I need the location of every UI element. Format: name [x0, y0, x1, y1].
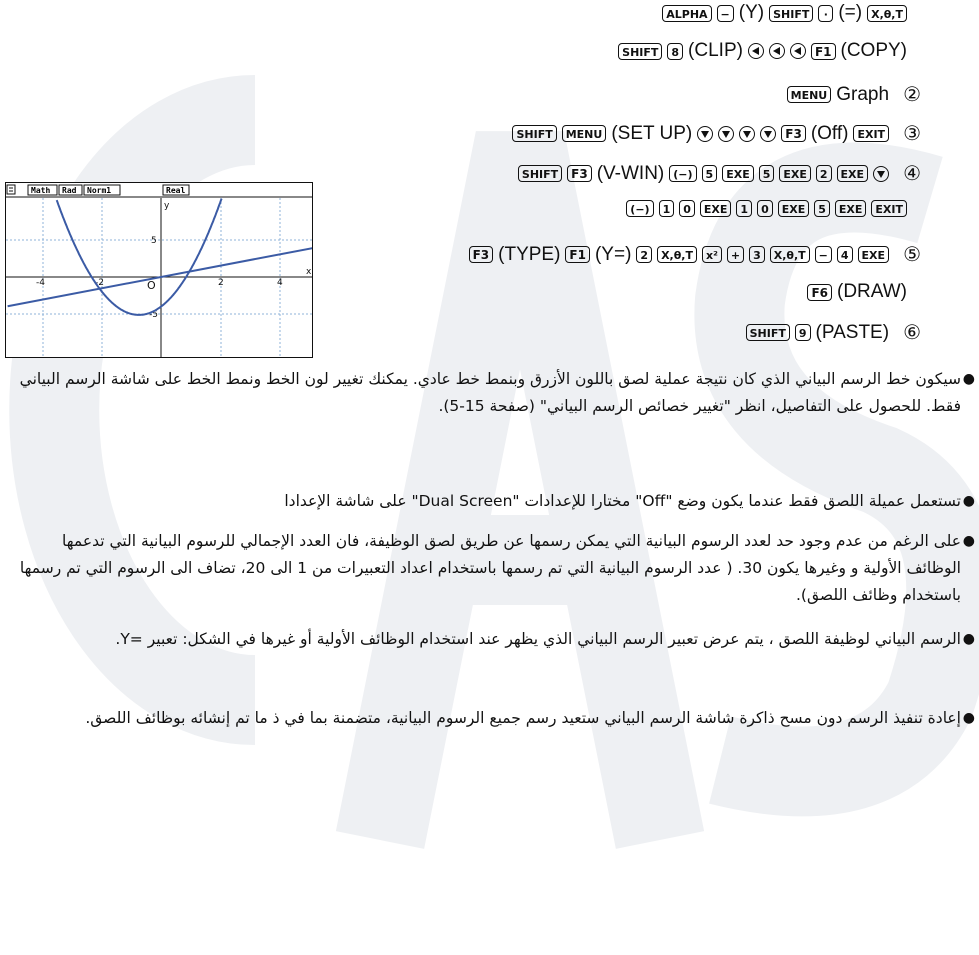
keystroke-line-2	[613, 40, 907, 62]
down-arrow-icon	[760, 126, 776, 142]
note-text: الرسم البياني لوظيفة اللصق ، يتم عرض تعبير الرسم البياني الذي يظهر عند استخدام الوظائف الأولية أو غيرها في الشكل: تعبير =Y.	[115, 630, 961, 648]
key-5: 5	[814, 200, 830, 217]
key-0: 0	[757, 200, 773, 217]
key-xthetat: X,θ,T	[867, 5, 907, 22]
op-vwin: (V-WIN)	[596, 162, 665, 184]
key-1: 1	[736, 200, 752, 217]
key-5: 5	[759, 165, 775, 182]
graph-plot	[6, 183, 312, 357]
key-f6: F6	[807, 284, 832, 301]
key-exit: EXIT	[871, 200, 907, 217]
key-exe: EXE	[837, 165, 869, 182]
battery-icon	[7, 185, 15, 194]
keystroke-line-9	[741, 320, 921, 345]
key-xthetat: X,θ,T	[770, 246, 810, 263]
status-bar	[6, 185, 312, 197]
key-exe: EXE	[779, 165, 811, 182]
key-dot: ·	[818, 5, 833, 22]
note-text: سيكون خط الرسم البياني الذي كان نتيجة عملية لصق باللون الأزرق وبنمط خط عادي. يمكنك تغيير لون الخط ونمط الخط على شاشة الرسم البياني فقط. للحصول على التفاصيل، انظر "تغيير خصائص الرسم البياني" (صفحة 15-5).	[19, 370, 961, 415]
keystroke-line-7	[464, 242, 921, 267]
key-exit: EXIT	[853, 125, 889, 142]
key-f3: F3	[781, 125, 806, 142]
key-f1: F1	[811, 43, 836, 60]
key-xthetat: X,θ,T	[657, 246, 697, 263]
key-menu: MENU	[562, 125, 607, 142]
down-arrow-icon	[718, 126, 734, 142]
key-negative: (−)	[669, 165, 696, 182]
status-math: Math	[31, 186, 51, 195]
step-number: ④	[903, 163, 921, 185]
op-draw: (DRAW)	[837, 281, 907, 302]
axis-labels	[36, 201, 312, 320]
key-plus: +	[727, 246, 744, 263]
key-exe: EXE	[835, 200, 867, 217]
key-3: 3	[749, 246, 765, 263]
note-4	[11, 626, 975, 653]
down-arrow-icon	[697, 126, 713, 142]
keystroke-line-6	[621, 200, 907, 217]
note-2	[11, 488, 975, 515]
left-arrow-icon	[769, 43, 785, 59]
key-9: 9	[795, 324, 811, 341]
parabola-curve	[57, 199, 222, 315]
step-number: ⑤	[903, 244, 921, 266]
key-shift: SHIFT	[769, 5, 813, 22]
key-exe: EXE	[722, 165, 754, 182]
bullet-icon: ●	[962, 493, 975, 509]
y-axis-label: y	[164, 201, 170, 211]
tick-label: 5	[151, 236, 157, 246]
key-exe: EXE	[858, 246, 890, 263]
step-number: ③	[903, 123, 921, 145]
tick-label: 2	[218, 278, 224, 288]
tick-label: -2	[95, 278, 104, 288]
keystroke-line-8	[802, 281, 907, 303]
status-real: Real	[166, 186, 186, 195]
op-paste: (PASTE)	[815, 321, 890, 343]
x-axis-label: x	[306, 267, 312, 277]
keystroke-line-3	[782, 82, 921, 107]
tick-label: -5	[149, 310, 158, 320]
key-exe: EXE	[778, 200, 810, 217]
down-arrow-icon	[739, 126, 755, 142]
key-negative: (−)	[626, 200, 653, 217]
key-shift: SHIFT	[618, 43, 662, 60]
op-setup: (SET UP)	[611, 122, 693, 144]
keystroke-line-4	[507, 121, 921, 146]
keystroke-line-1	[657, 2, 907, 24]
tick-label: 4	[277, 278, 283, 288]
key-8: 8	[667, 43, 683, 60]
note-text: تستعمل عميلة اللصق فقط عندما يكون وضع "Off" مختارا للإعدادات "Dual Screen" على شاشة الإعدادا	[284, 492, 961, 510]
op-type: (TYPE)	[498, 243, 561, 265]
left-arrow-icon	[748, 43, 764, 59]
key-4: 4	[837, 246, 853, 263]
key-5: 5	[702, 165, 718, 182]
tick-label: -4	[36, 278, 45, 288]
op-y: (Y)	[738, 2, 765, 23]
op-off: (Off)	[810, 122, 849, 144]
step-number: ⑥	[903, 322, 921, 344]
step-number: ②	[903, 84, 921, 106]
key-alpha: ALPHA	[662, 5, 711, 22]
note-1	[11, 366, 975, 420]
note-text: إعادة تنفيذ الرسم دون مسح ذاكرة شاشة الرسم البياني ستعيد رسم جميع الرسوم البيانية، متضمنة بما في ذ ما تم إنشائه بوظائف اللصق.	[85, 709, 961, 727]
bullet-icon: ●	[962, 371, 975, 387]
key-2: 2	[816, 165, 832, 182]
graph-label: Graph	[836, 83, 890, 105]
key-0: 0	[679, 200, 695, 217]
key-f3: F3	[567, 165, 592, 182]
curves	[8, 199, 312, 315]
key-shift: SHIFT	[746, 324, 790, 341]
key-1: 1	[659, 200, 675, 217]
note-5	[11, 705, 975, 732]
key-x-squared: x²	[702, 246, 722, 263]
key-f3: F3	[469, 246, 494, 263]
status-norm: Norm1	[87, 186, 112, 195]
down-arrow-icon	[873, 166, 889, 182]
op-clip: (CLIP)	[688, 40, 743, 61]
key-minus: −	[815, 246, 832, 263]
key-shift: SHIFT	[518, 165, 562, 182]
keystroke-line-5	[513, 161, 921, 186]
bullet-icon: ●	[962, 710, 975, 726]
op-copy: (COPY)	[840, 40, 907, 61]
left-arrow-icon	[790, 43, 806, 59]
note-3	[11, 528, 975, 609]
bullet-icon: ●	[962, 533, 975, 549]
key-f1: F1	[565, 246, 590, 263]
key-minus: −	[717, 5, 734, 22]
op-equals: (=)	[838, 2, 863, 23]
key-2: 2	[636, 246, 652, 263]
key-exe: EXE	[700, 200, 732, 217]
key-menu: MENU	[787, 86, 832, 103]
op-y-equals: (Y=)	[594, 243, 632, 265]
bullet-icon: ●	[962, 631, 975, 647]
status-rad: Rad	[62, 186, 77, 195]
note-text: على الرغم من عدم وجود حد لعدد الرسوم البيانية التي يمكن رسمها عن طريق لصق الوظيفة، فان العدد الإجمالي للرسوم البيانية التي تدعمها الوظائف الأولية و وغيرها يكون 30. ( عدد الرسوم البيانية التي تم رسمها باستخدام اعداد التعبيرات من 1 الى 20، تضاف الى الرسوم التي تم رسمها باستخدام وظائف اللصق).	[19, 532, 961, 604]
calculator-graph-screen	[5, 182, 313, 358]
origin-label: O	[147, 279, 156, 292]
key-shift: SHIFT	[512, 125, 556, 142]
